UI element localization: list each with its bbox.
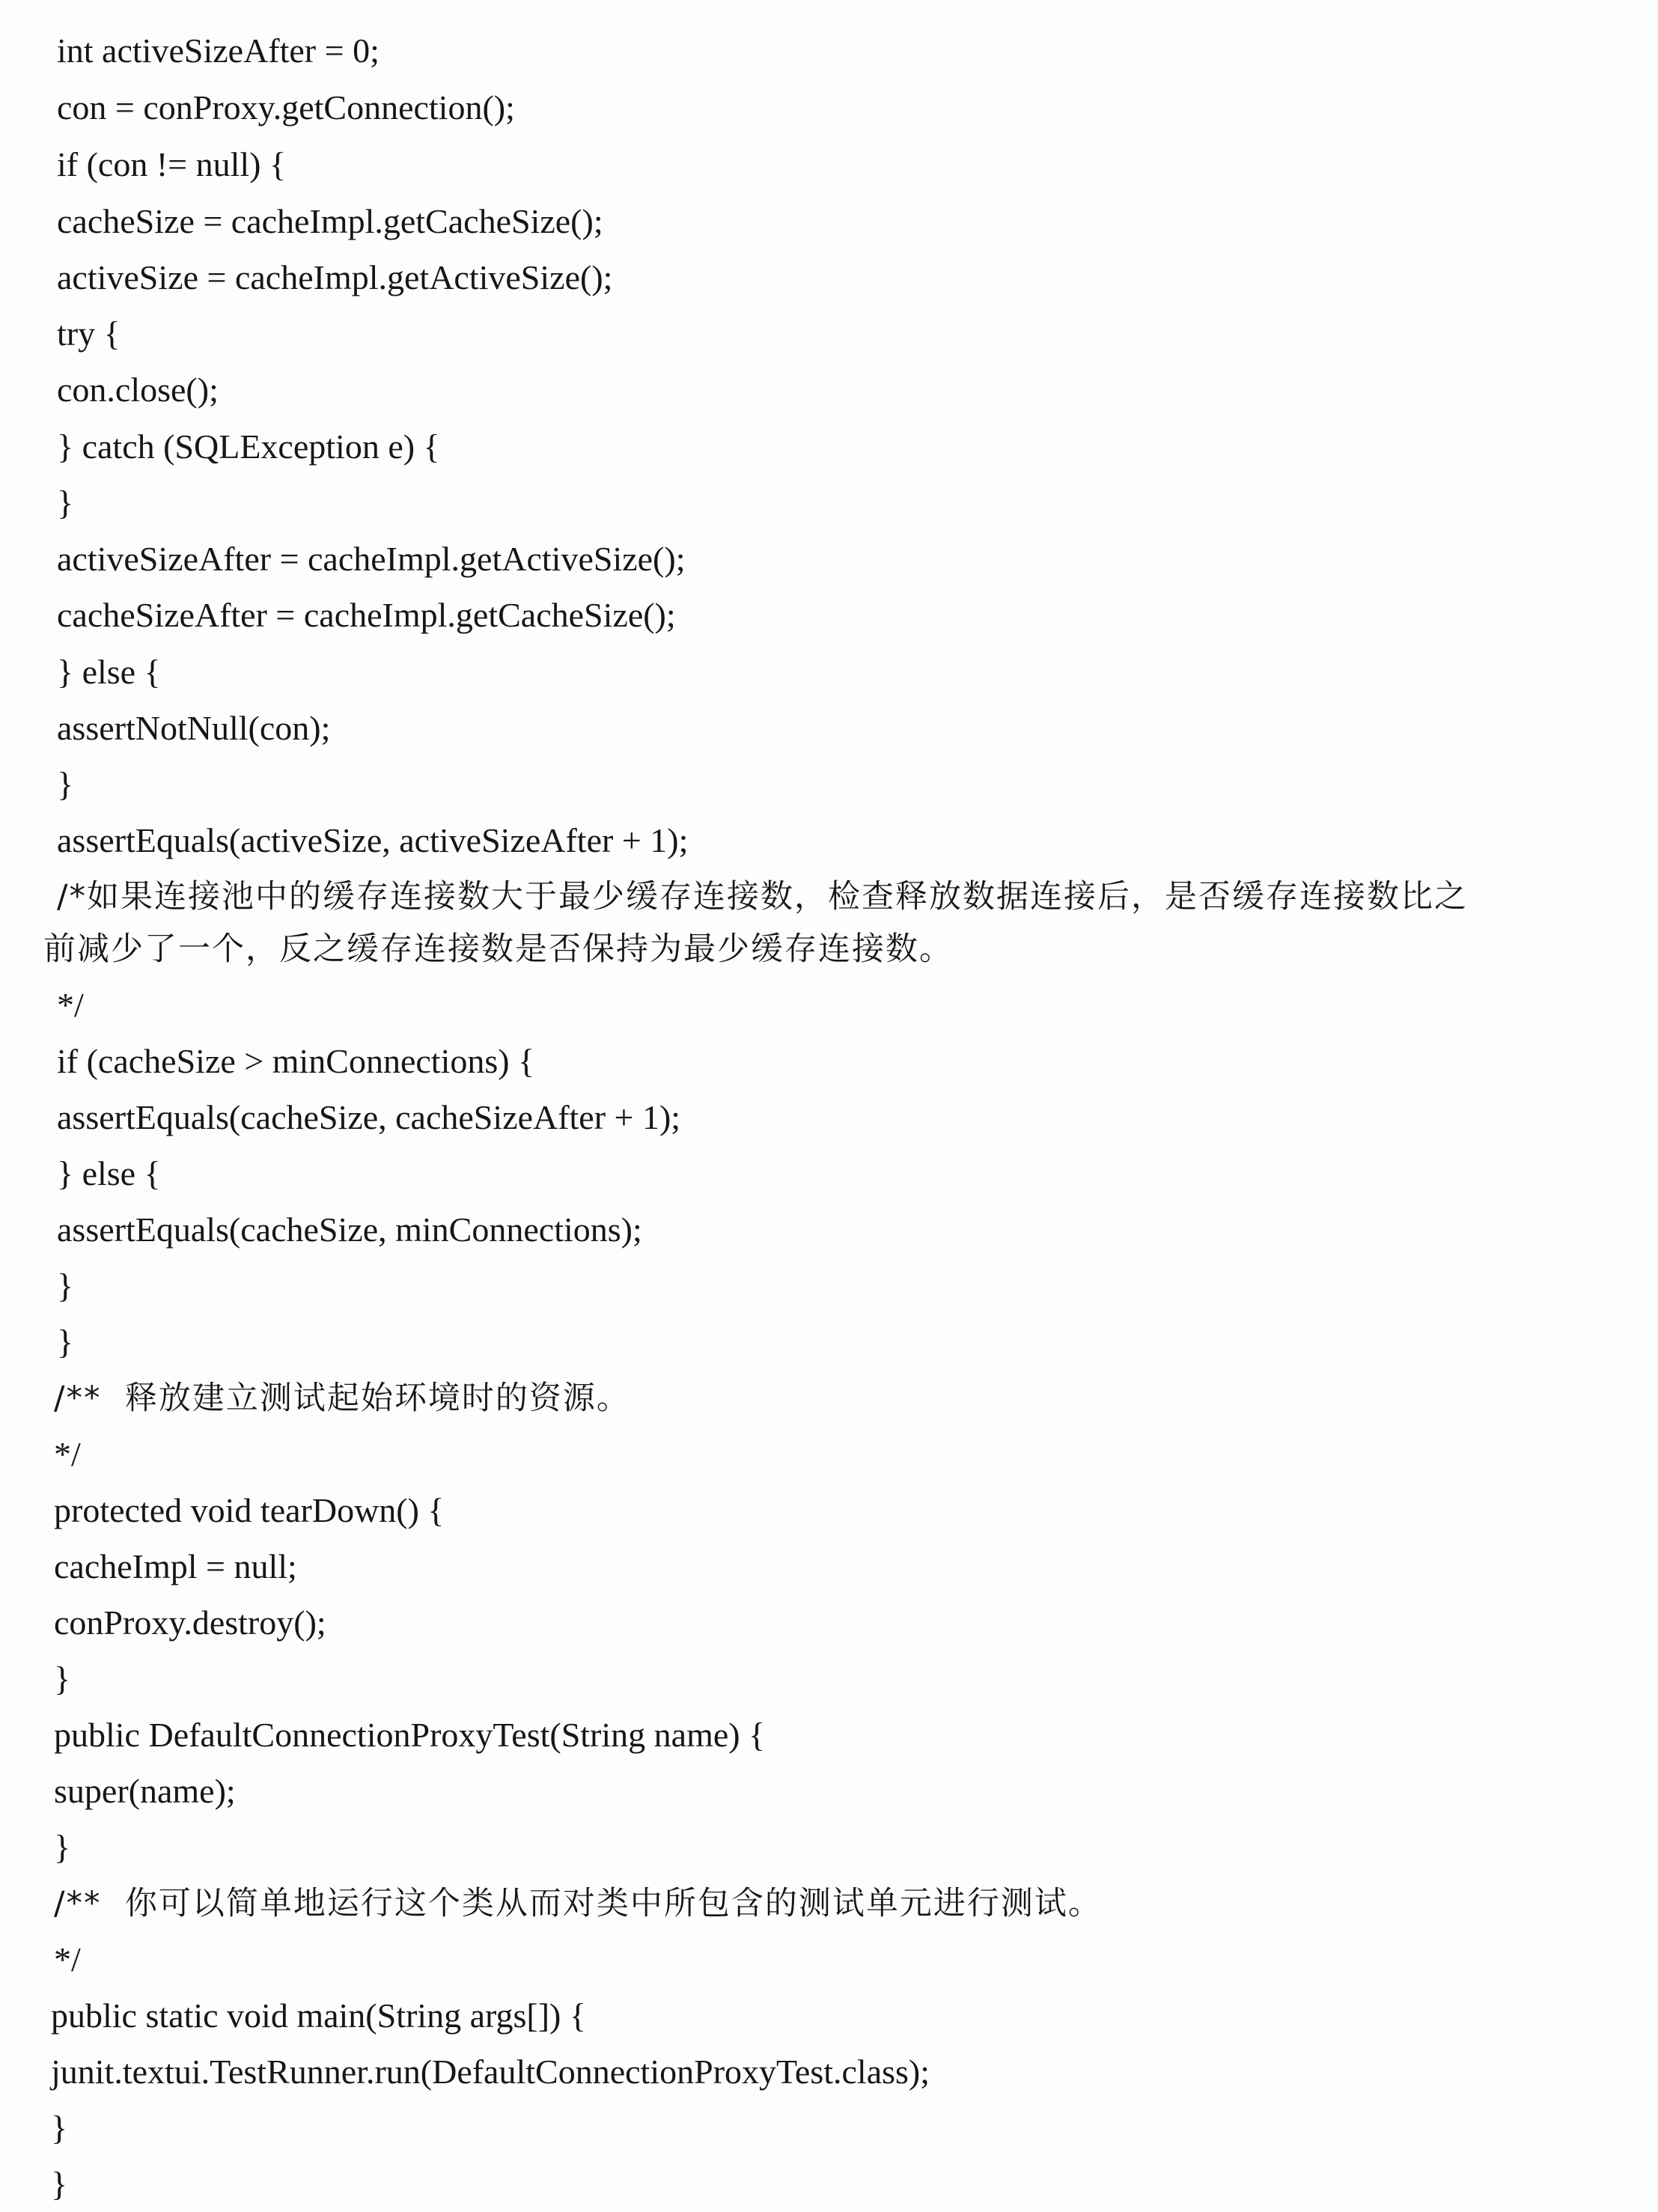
code-line: } bbox=[54, 1660, 71, 1698]
code-line: protected void tearDown() { bbox=[54, 1491, 445, 1529]
comment-line: */ bbox=[57, 986, 84, 1024]
code-line: } bbox=[57, 765, 74, 803]
code-line: junit.textui.TestRunner.run(DefaultConnectionProxyTest.class); bbox=[51, 2053, 930, 2091]
code-line: con = conProxy.getConnection(); bbox=[57, 88, 515, 127]
code-line: public DefaultConnectionProxyTest(String name) { bbox=[54, 1716, 766, 1754]
code-line: cacheSizeAfter = cacheImpl.getCacheSize(); bbox=[57, 596, 676, 634]
code-line: int activeSizeAfter = 0; bbox=[57, 31, 380, 70]
code-line: assertEquals(activeSize, activeSizeAfter + 1); bbox=[57, 821, 689, 859]
code-line: activeSize = cacheImpl.getActiveSize(); bbox=[57, 258, 613, 296]
code-line: assertEquals(cacheSize, minConnections); bbox=[57, 1210, 642, 1249]
code-line: } bbox=[57, 1267, 74, 1305]
code-line: public static void main(String args[]) { bbox=[51, 1996, 586, 2035]
code-line: } bbox=[57, 1323, 74, 1361]
code-line: super(name); bbox=[54, 1772, 236, 1810]
comment-line: /** 你可以简单地运行这个类从而对类中所包含的测试单元进行测试。 bbox=[54, 1885, 1102, 1922]
code-line: } catch (SQLException e) { bbox=[57, 427, 440, 466]
comment-line: */ bbox=[54, 1435, 81, 1473]
code-line: } bbox=[51, 2109, 68, 2147]
code-line: } bbox=[57, 484, 74, 522]
code-line: cacheImpl = null; bbox=[54, 1547, 297, 1585]
comment-line: /*如果连接池中的缓存连接数大于最少缓存连接数，检查释放数据连接后，是否缓存连接数比之 bbox=[57, 878, 1468, 915]
code-line: assertEquals(cacheSize, cacheSizeAfter + 1); bbox=[57, 1098, 681, 1136]
code-line: activeSizeAfter = cacheImpl.getActiveSize(); bbox=[57, 540, 686, 578]
comment-line: */ bbox=[54, 1940, 81, 1978]
code-line: if (cacheSize > minConnections) { bbox=[57, 1042, 535, 1080]
code-line: assertNotNull(con); bbox=[57, 709, 331, 747]
code-line: } else { bbox=[57, 653, 161, 691]
code-line: } bbox=[54, 1828, 71, 1866]
code-line: conProxy.destroy(); bbox=[54, 1603, 326, 1642]
comment-line: /** 释放建立测试起始环境时的资源。 bbox=[54, 1380, 630, 1417]
code-line: try { bbox=[57, 314, 121, 353]
code-line: cacheSize = cacheImpl.getCacheSize(); bbox=[57, 202, 603, 240]
code-line: } bbox=[51, 2165, 68, 2203]
code-line: } else { bbox=[57, 1154, 161, 1192]
comment-line: 前减少了一个，反之缓存连接数是否保持为最少缓存连接数。 bbox=[43, 930, 953, 968]
code-line: if (con != null) { bbox=[57, 145, 287, 183]
code-line: con.close(); bbox=[57, 371, 219, 409]
